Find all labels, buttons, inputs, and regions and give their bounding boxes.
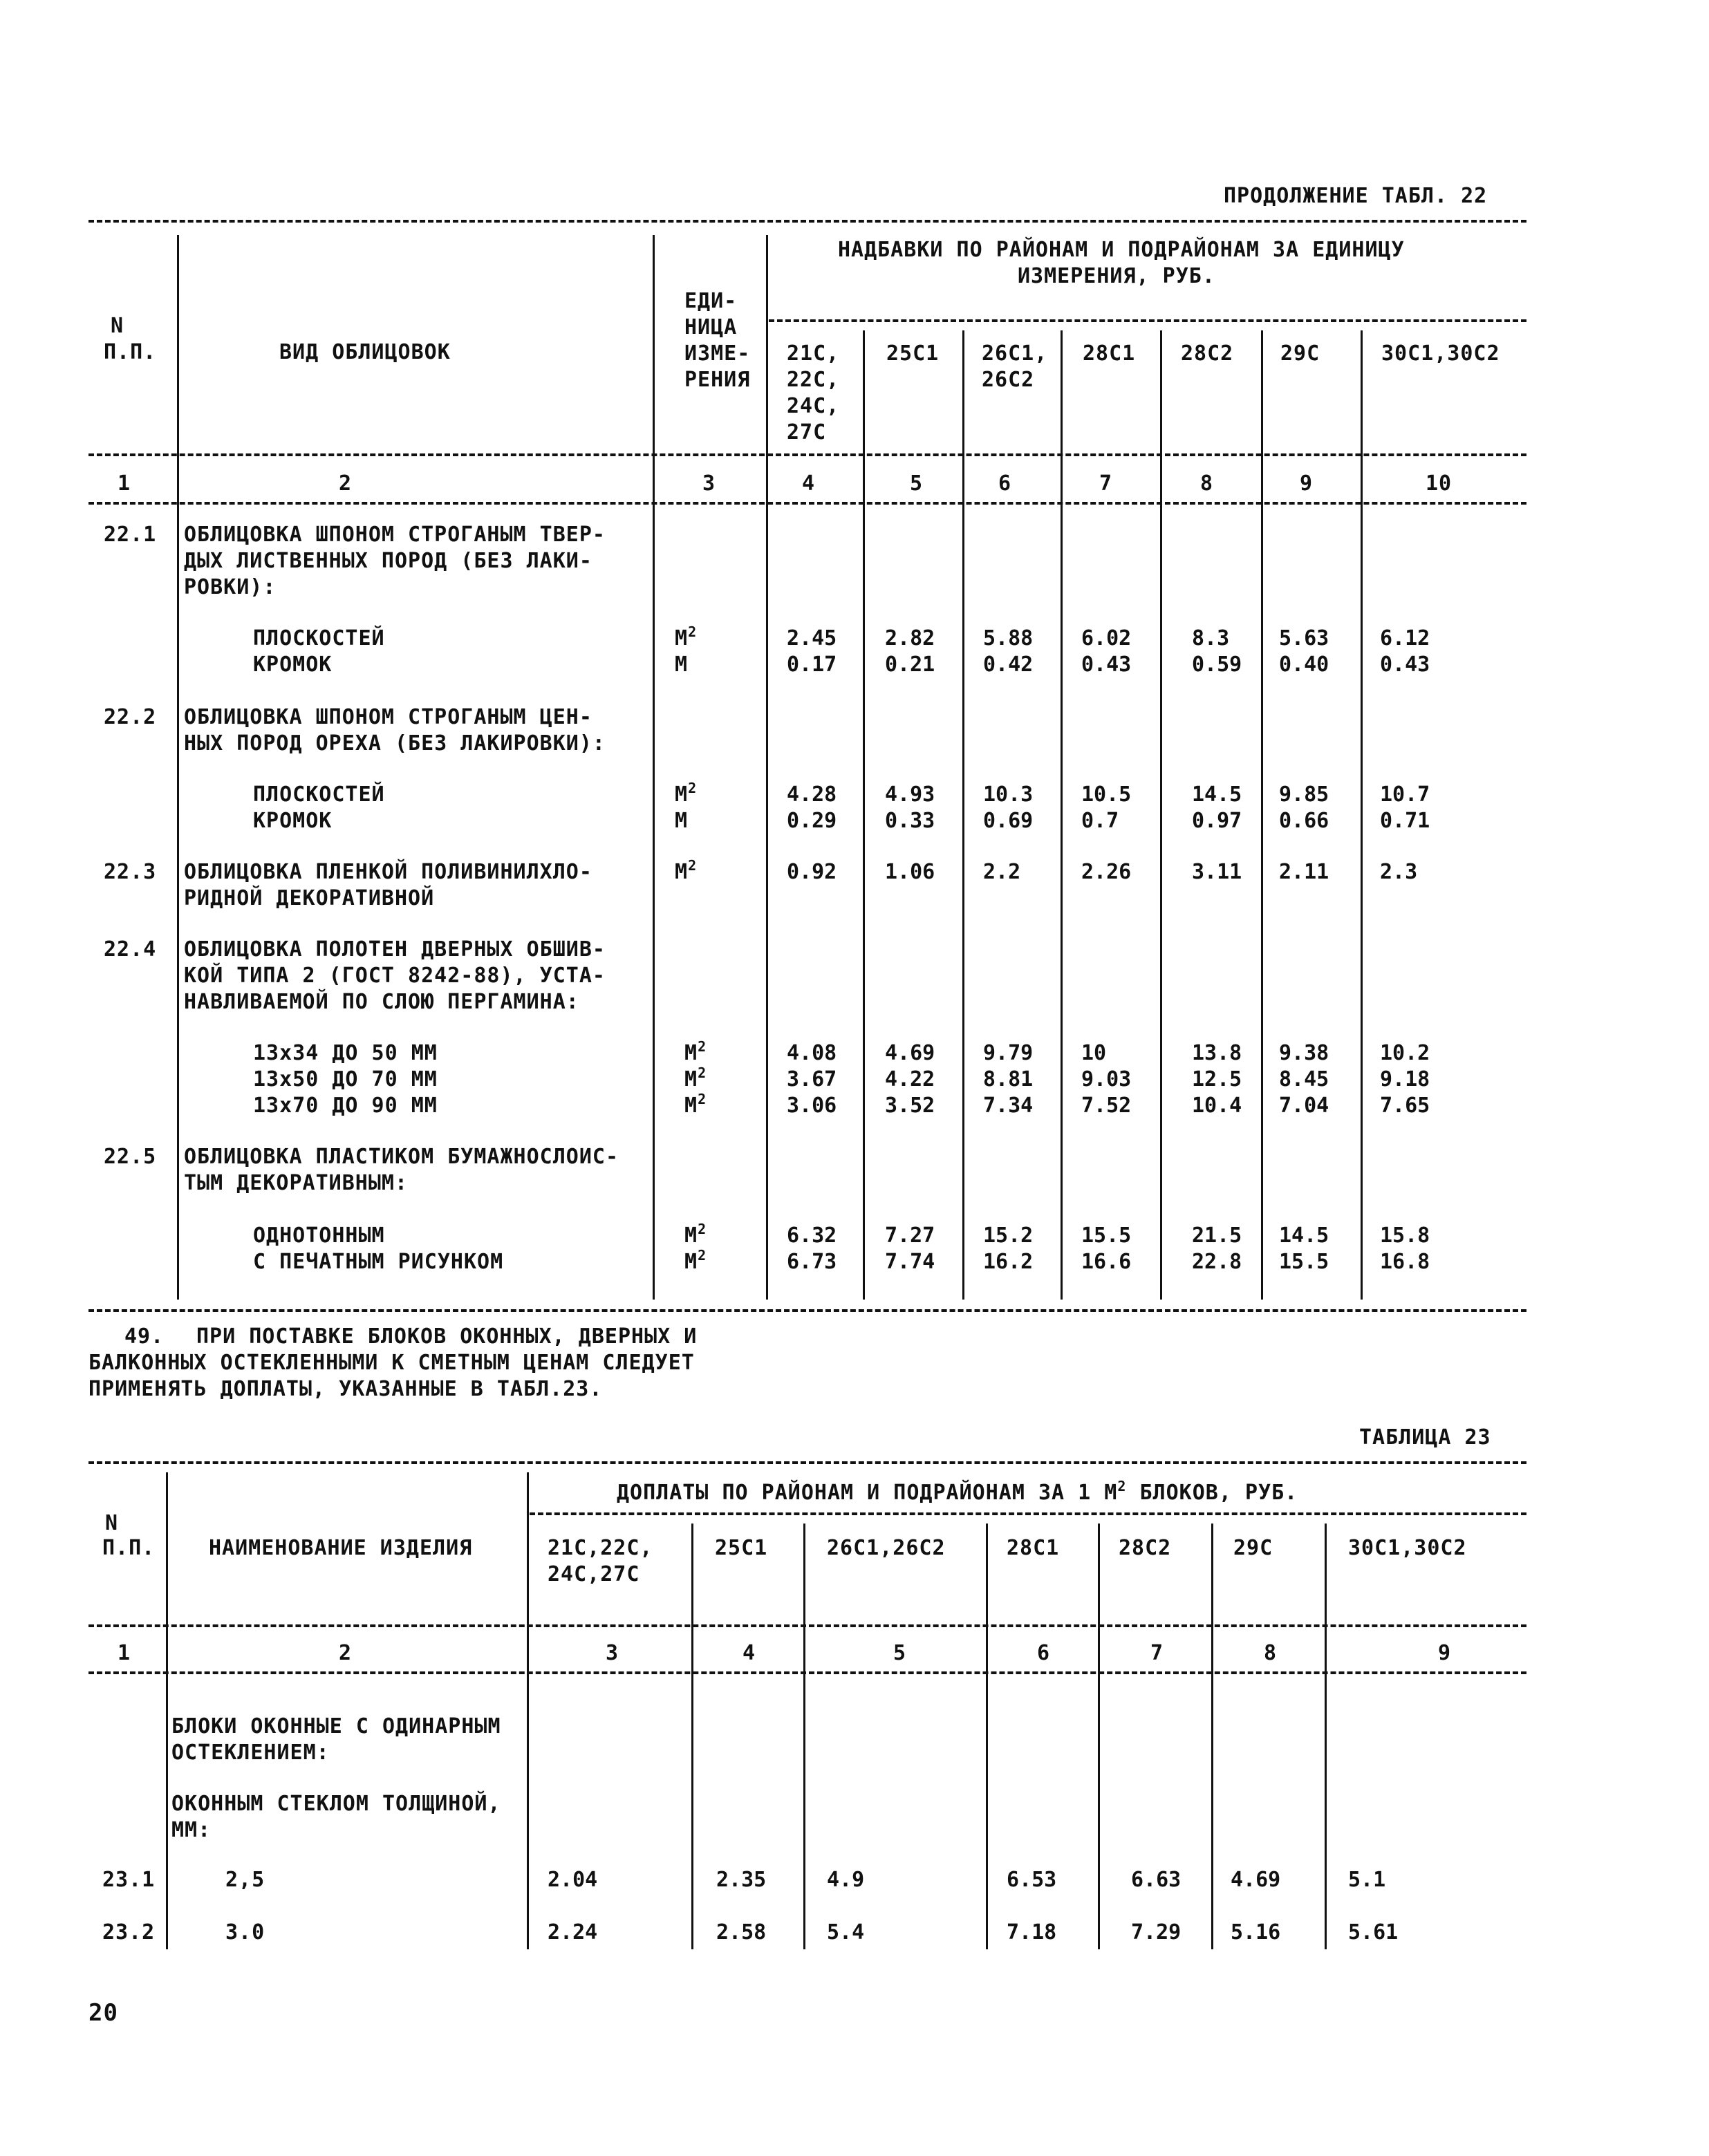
t22-vline: [1061, 330, 1063, 1300]
t22-row-desc: РИДНОЙ ДЕКОРАТИВНОЙ: [184, 886, 435, 910]
t23-col9-header: 30С1,30С2: [1348, 1536, 1467, 1560]
t23-colnum: 3: [606, 1641, 619, 1665]
t22-colnum: 10: [1426, 471, 1453, 496]
t22-value: 10.5: [1081, 782, 1132, 807]
t22-np-line1: N: [111, 314, 124, 338]
t22-colnum: 4: [802, 471, 816, 496]
t22-value: 15.2: [983, 1224, 1034, 1248]
t23-col6-header: 28С1: [1007, 1536, 1060, 1560]
t22-value: 4.69: [885, 1041, 935, 1065]
t22-col4-header: 24С,: [787, 394, 840, 418]
t22-col7-header: 28С1: [1083, 341, 1136, 366]
t23-vline: [166, 1472, 168, 1949]
t22-value: 0.97: [1192, 809, 1242, 833]
t23-vline: [986, 1524, 988, 1949]
t23-vline: [1211, 1524, 1213, 1949]
t22-sub-label: С ПЕЧАТНЫМ РИСУНКОМ: [253, 1250, 504, 1274]
t23-thickness: 2,5: [225, 1868, 265, 1892]
t22-vline: [1261, 330, 1263, 1300]
t22-value: 15.5: [1279, 1250, 1329, 1274]
t23-colnum: 5: [893, 1641, 907, 1665]
t23-value: 5.16: [1231, 1920, 1281, 1944]
t22-value: 5.63: [1279, 626, 1329, 650]
t22-value: 3.52: [885, 1094, 935, 1118]
t22-colnum: 3: [702, 471, 716, 496]
t23-colnum: 8: [1264, 1641, 1278, 1665]
t22-value: 10.3: [983, 782, 1034, 807]
t22-value: 6.02: [1081, 626, 1132, 650]
continuation-title: ПРОДОЛЖЕНИЕ ТАБЛ. 22: [1224, 184, 1488, 208]
t22-value: 7.52: [1081, 1094, 1132, 1118]
t22-row-desc: ОБЛИЦОВКА ШПОНОМ СТРОГАНЫМ ТВЕР-: [184, 523, 606, 547]
t22-value: 0.59: [1192, 653, 1242, 677]
t22-row-number: 22.2: [104, 705, 157, 729]
t22-unit: М: [675, 653, 689, 677]
t22-row-desc: ОБЛИЦОВКА ПОЛОТЕН ДВЕРНЫХ ОБШИВ-: [184, 937, 606, 962]
t22-value: 6.12: [1380, 626, 1430, 650]
t22-row-desc: ОБЛИЦОВКА ШПОНОМ СТРОГАНЫМ ЦЕН-: [184, 705, 592, 729]
t22-value: 6.73: [787, 1250, 837, 1274]
t22-col6-header: 26С1,: [982, 341, 1048, 366]
t22-col10-header: 30С1,30С2: [1381, 341, 1500, 366]
t22-row-desc: ОБЛИЦОВКА ПЛАСТИКОМ БУМАЖНОСЛОИС-: [184, 1145, 619, 1169]
t22-value: 5.88: [983, 626, 1034, 650]
t22-np-line2: П.П.: [104, 340, 157, 364]
t22-value: 3.11: [1192, 860, 1242, 884]
t22-unit: $М^2$: [684, 1221, 707, 1248]
t22-value: 4.22: [885, 1067, 935, 1091]
t22-value: 0.17: [787, 653, 837, 677]
t23-value: 5.1: [1348, 1868, 1386, 1892]
t22-unit-header: НИЦА: [684, 315, 738, 339]
t22-row-desc: ТЫМ ДЕКОРАТИВНЫМ:: [184, 1171, 409, 1195]
t22-value: 22.8: [1192, 1250, 1242, 1274]
t22-vline: [1361, 330, 1363, 1300]
t22-vline: [962, 330, 964, 1300]
t22-value: 0.71: [1380, 809, 1430, 833]
t22-value: 3.06: [787, 1094, 837, 1118]
t22-value: 0.66: [1279, 809, 1329, 833]
t23-colnum: 4: [743, 1641, 756, 1665]
t22-value: 7.04: [1279, 1094, 1329, 1118]
t22-row-desc: ОБЛИЦОВКА ПЛЕНКОЙ ПОЛИВИНИЛХЛО-: [184, 860, 592, 884]
t22-unit: $М^2$: [684, 1065, 707, 1091]
t23-col3-header: 24С,27С: [548, 1562, 640, 1586]
t22-value: 7.34: [983, 1094, 1034, 1118]
t22-value: 9.79: [983, 1041, 1034, 1065]
t22-value: 16.8: [1380, 1250, 1430, 1274]
t22-unit: $М^2$: [684, 1091, 707, 1118]
t22-unit: $М^2$: [675, 780, 698, 807]
table-23-title: ТАБЛИЦА 23: [1359, 1425, 1491, 1450]
t22-unit-header: РЕНИЯ: [684, 368, 751, 392]
t22-col9-header: 29С: [1280, 341, 1320, 366]
t22-value: 2.2: [983, 860, 1021, 884]
t22-value: 15.5: [1081, 1224, 1132, 1248]
t23-thickness: 3.0: [225, 1920, 265, 1944]
t22-row-desc: НЫХ ПОРОД ОРЕХА (БЕЗ ЛАКИРОВКИ):: [184, 731, 606, 756]
t23-value: 2.04: [548, 1868, 598, 1892]
t22-group-header: НАДБАВКИ ПО РАЙОНАМ И ПОДРАЙОНАМ ЗА ЕДИНИЦУ: [838, 238, 1405, 262]
t22-vline: [863, 330, 865, 1300]
t23-value: 2.24: [548, 1920, 598, 1944]
t22-vline: [653, 235, 655, 1300]
t22-sub-label: 13х70 ДО 90 ММ: [253, 1094, 438, 1118]
t22-vline: [1160, 330, 1162, 1300]
t22-col8-header: 28С2: [1181, 341, 1234, 366]
t22-value: 14.5: [1192, 782, 1242, 807]
t22-sub-label: ПЛОСКОСТЕЙ: [253, 626, 385, 650]
t22-value: 0.40: [1279, 653, 1329, 677]
t23-colnum: 9: [1438, 1641, 1452, 1665]
t22-value: 7.65: [1380, 1094, 1430, 1118]
t22-value: 10.4: [1192, 1094, 1242, 1118]
t22-row-number: 22.4: [104, 937, 157, 962]
t23-vline: [691, 1524, 693, 1949]
t22-col4-header: 27С: [787, 420, 827, 444]
t22-value: 0.33: [885, 809, 935, 833]
table-22-group-rule: [769, 319, 1526, 322]
t22-unit-header: ИЗМЕ-: [684, 341, 751, 366]
t22-sub-label: ПЛОСКОСТЕЙ: [253, 782, 385, 807]
t22-sub-label: КРОМОК: [253, 653, 333, 677]
t22-value: 4.93: [885, 782, 935, 807]
t22-value: 15.8: [1380, 1224, 1430, 1248]
t22-value: 0.29: [787, 809, 837, 833]
t22-colnum: 7: [1099, 471, 1113, 496]
t22-vline: [177, 235, 179, 1300]
paragraph-line: ПРИ ПОСТАВКЕ БЛОКОВ ОКОННЫХ, ДВЕРНЫХ И: [196, 1324, 698, 1349]
t22-value: 0.92: [787, 860, 837, 884]
t22-value: 16.2: [983, 1250, 1034, 1274]
t23-colnum: 1: [118, 1641, 131, 1665]
table-23-group-rule: [530, 1512, 1526, 1515]
t22-sub-label: 13х34 ДО 50 ММ: [253, 1041, 438, 1065]
t23-value: 5.4: [827, 1920, 865, 1944]
table-23-header-rule: [88, 1624, 1526, 1627]
t22-colnum: 6: [998, 471, 1012, 496]
t23-value: 7.29: [1131, 1920, 1182, 1944]
t23-intro: ОКОННЫМ СТЕКЛОМ ТОЛЩИНОЙ,: [171, 1792, 501, 1816]
t22-col4-header: 21С,: [787, 341, 840, 366]
t22-col6-header: 26С2: [982, 368, 1035, 392]
paragraph-line: ПРИМЕНЯТЬ ДОПЛАТЫ, УКАЗАННЫЕ В ТАБЛ.23.: [88, 1377, 603, 1401]
t22-sub-label: ОДНОТОННЫМ: [253, 1224, 385, 1248]
t23-col7-header: 28С2: [1119, 1536, 1172, 1560]
t22-value: 2.26: [1081, 860, 1132, 884]
t22-value: 10.7: [1380, 782, 1430, 807]
t22-unit: $М^2$: [684, 1247, 707, 1274]
t23-intro: ОСТЕКЛЕНИЕМ:: [171, 1741, 330, 1765]
t22-unit-header: ЕДИ-: [684, 289, 738, 313]
table-22-header-rule: [88, 453, 1526, 456]
t23-group-header: ДОПЛАТЫ ПО РАЙОНАМ И ПОДРАЙОНАМ ЗА 1 $М^2$ БЛОКОВ, РУБ.: [617, 1478, 1298, 1505]
t23-name-header: НАИМЕНОВАНИЕ ИЗДЕЛИЯ: [209, 1536, 473, 1560]
t22-vid-header: ВИД ОБЛИЦОВОК: [279, 340, 451, 364]
t23-col4-header: 25С1: [715, 1536, 768, 1560]
paragraph-line: БАЛКОННЫХ ОСТЕКЛЕННЫМИ К СМЕТНЫМ ЦЕНАМ СЛЕДУЕТ: [88, 1351, 695, 1375]
t22-value: 13.8: [1192, 1041, 1242, 1065]
t22-value: 2.82: [885, 626, 935, 650]
t22-row-desc: ДЫХ ЛИСТВЕННЫХ ПОРОД (БЕЗ ЛАКИ-: [184, 549, 592, 573]
t23-colnum: 2: [339, 1641, 353, 1665]
t22-unit: $М^2$: [684, 1038, 707, 1065]
t23-row-number: 23.2: [102, 1920, 156, 1944]
t23-value: 5.61: [1348, 1920, 1399, 1944]
t22-row-desc: РОВКИ):: [184, 575, 277, 599]
t22-value: 9.38: [1279, 1041, 1329, 1065]
t23-vline: [803, 1524, 805, 1949]
t22-vline: [766, 235, 768, 1300]
t22-colnum: 1: [118, 471, 131, 496]
t22-value: 0.43: [1380, 653, 1430, 677]
t22-value: 8.81: [983, 1067, 1034, 1091]
t22-value: 8.45: [1279, 1067, 1329, 1091]
t22-value: 0.7: [1081, 809, 1119, 833]
t22-sub-label: 13х50 ДО 70 ММ: [253, 1067, 438, 1091]
t22-value: 9.85: [1279, 782, 1329, 807]
t23-col3-header: 21С,22С,: [548, 1536, 653, 1560]
t22-value: 0.69: [983, 809, 1034, 833]
t22-value: 9.18: [1380, 1067, 1430, 1091]
t22-value: 16.6: [1081, 1250, 1132, 1274]
t22-row-number: 22.1: [104, 523, 157, 547]
t22-value: 8.3: [1192, 626, 1230, 650]
t22-colnum: 8: [1200, 471, 1214, 496]
t22-value: 0.42: [983, 653, 1034, 677]
t23-col5-header: 26С1,26С2: [827, 1536, 946, 1560]
t23-col8-header: 29С: [1233, 1536, 1273, 1560]
table-22-colnum-rule: [88, 502, 1526, 505]
t22-value: 4.28: [787, 782, 837, 807]
t23-value: 6.53: [1007, 1868, 1057, 1892]
t23-intro: БЛОКИ ОКОННЫЕ С ОДИНАРНЫМ: [171, 1714, 501, 1738]
t22-colnum: 2: [339, 471, 353, 496]
t22-value: 4.08: [787, 1041, 837, 1065]
t22-value: 6.32: [787, 1224, 837, 1248]
t22-value: 7.27: [885, 1224, 935, 1248]
t23-np-line1: N: [105, 1511, 119, 1535]
t22-colnum: 9: [1300, 471, 1314, 496]
t23-colnum: 6: [1037, 1641, 1051, 1665]
t23-intro: ММ:: [171, 1818, 212, 1842]
t22-value: 0.21: [885, 653, 935, 677]
t23-value: 4.69: [1231, 1868, 1281, 1892]
t22-value: 2.11: [1279, 860, 1329, 884]
t22-value: 3.67: [787, 1067, 837, 1091]
t23-value: 2.58: [716, 1920, 767, 1944]
t22-row-number: 22.5: [104, 1145, 157, 1169]
t22-value: 10: [1081, 1041, 1107, 1065]
t22-value: 10.2: [1380, 1041, 1430, 1065]
t22-unit: $М^2$: [675, 857, 698, 884]
page-number: 20: [88, 1999, 118, 2027]
t22-row-desc: КОЙ ТИПА 2 (ГОСТ 8242-88), УСТА-: [184, 964, 606, 988]
t22-value: 12.5: [1192, 1067, 1242, 1091]
t22-value: 21.5: [1192, 1224, 1242, 1248]
t22-col4-header: 22С,: [787, 368, 840, 392]
t22-value: 2.45: [787, 626, 837, 650]
t22-row-number: 22.3: [104, 860, 157, 884]
t23-value: 4.9: [827, 1868, 865, 1892]
t22-value: 1.06: [885, 860, 935, 884]
t22-unit: $М^2$: [675, 624, 698, 650]
t22-group-header: ИЗМЕРЕНИЯ, РУБ.: [1018, 264, 1215, 288]
t22-unit: М: [675, 809, 689, 833]
table-22-bottom-rule: [88, 1309, 1526, 1312]
t23-value: 2.35: [716, 1868, 767, 1892]
t22-value: 14.5: [1279, 1224, 1329, 1248]
t22-value: 0.43: [1081, 653, 1132, 677]
t22-value: 2.3: [1380, 860, 1418, 884]
table-23-colnum-rule: [88, 1671, 1526, 1674]
t23-row-number: 23.1: [102, 1868, 156, 1892]
t22-col5-header: 25С1: [886, 341, 940, 366]
t23-np-line2: П.П.: [102, 1536, 156, 1560]
t22-value: 9.03: [1081, 1067, 1132, 1091]
t23-vline: [1098, 1524, 1100, 1949]
t23-value: 6.63: [1131, 1868, 1182, 1892]
table-22-top-rule: [88, 220, 1526, 223]
table-23-top-rule: [88, 1461, 1526, 1464]
t23-colnum: 7: [1150, 1641, 1164, 1665]
t23-value: 7.18: [1007, 1920, 1057, 1944]
paragraph-number: 49.: [124, 1324, 165, 1349]
t23-vline: [1325, 1524, 1327, 1949]
t22-sub-label: КРОМОК: [253, 809, 333, 833]
t22-value: 7.74: [885, 1250, 935, 1274]
t22-row-desc: НАВЛИВАЕМОЙ ПО СЛОЮ ПЕРГАМИНА:: [184, 990, 579, 1014]
t22-colnum: 5: [910, 471, 924, 496]
t23-vline: [527, 1472, 529, 1949]
